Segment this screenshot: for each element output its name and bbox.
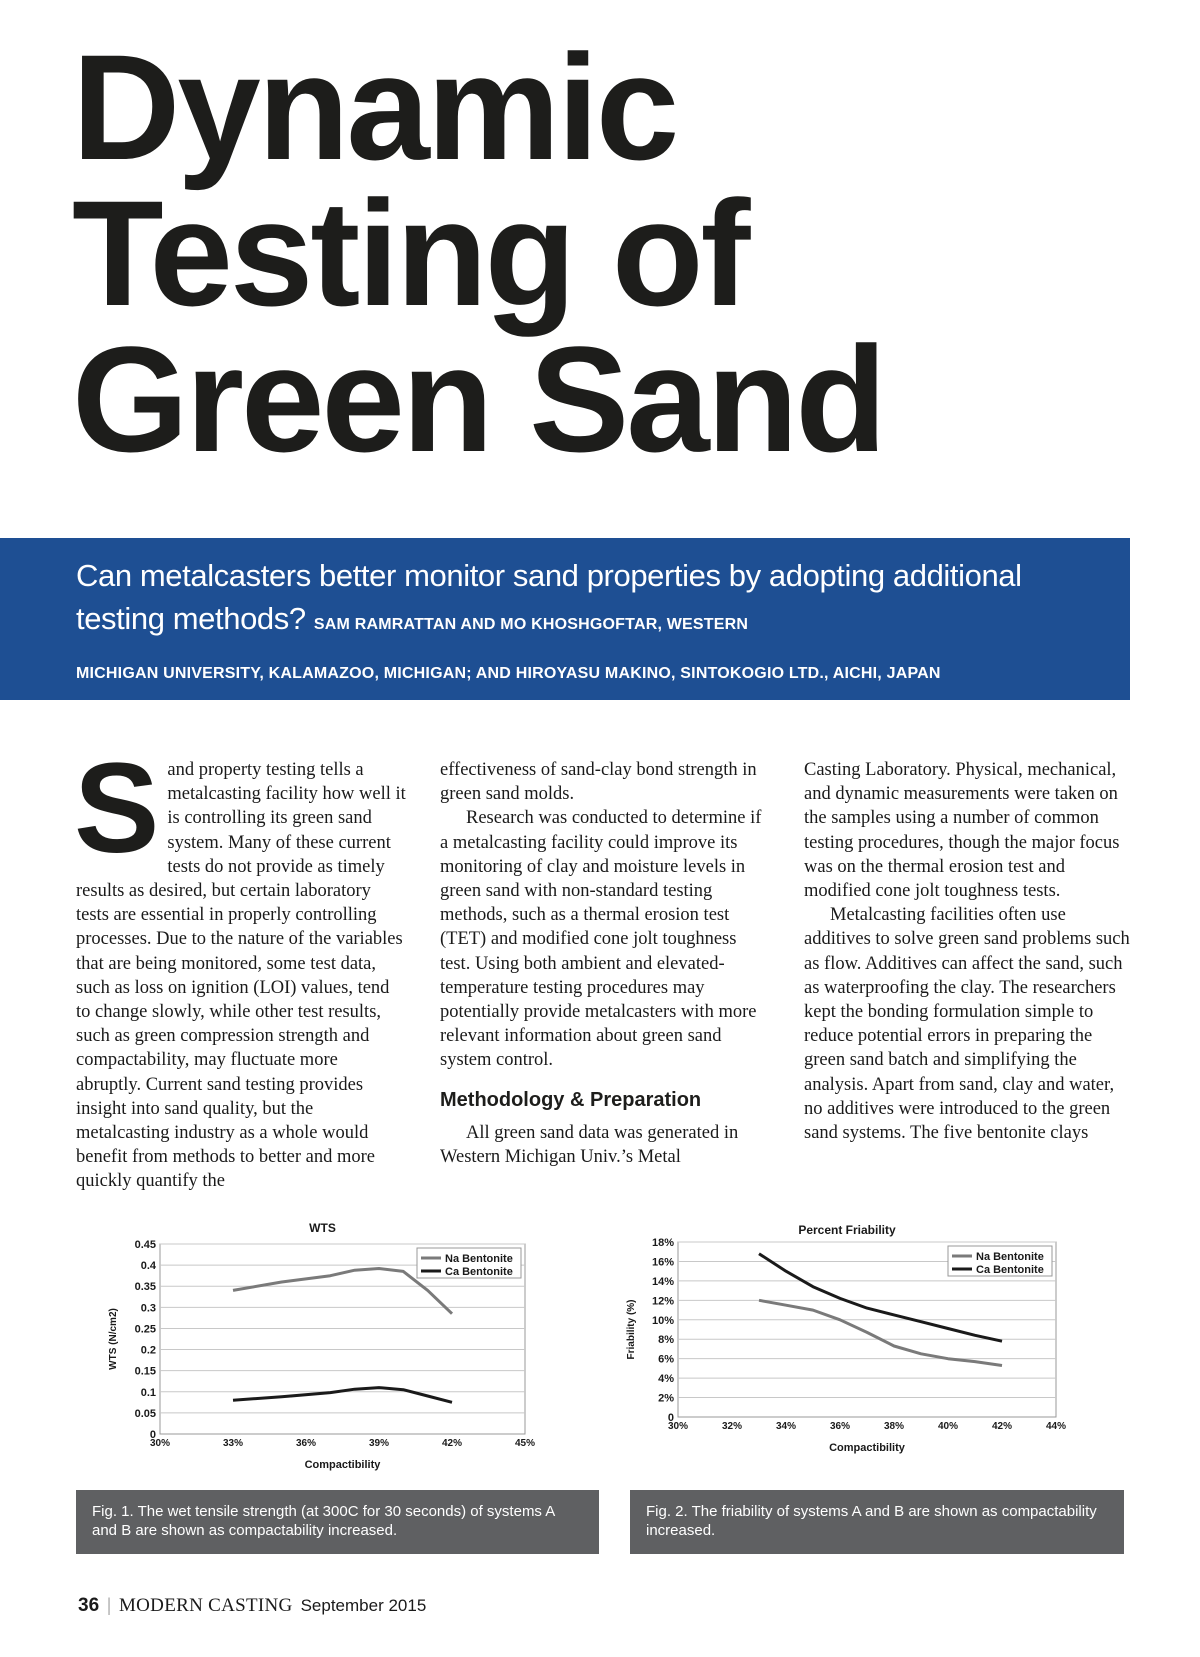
x-axis-label: Compactibility bbox=[304, 1459, 381, 1471]
x-tick-label: 42% bbox=[991, 1421, 1013, 1432]
x-tick-label: 32% bbox=[721, 1421, 743, 1432]
y-tick-label: 16% bbox=[651, 1256, 674, 1269]
body-paragraph: Research was conducted to determine if a metalcasting facility could improve its monitoring of clay and moisture levels in green sand with non-standard testing methods, such as a thermal erosion test (TET) and modified cone jolt toughness test. Using both ambient and elevated-temperature testing procedures may potentially provide metalcasters with more relevant information about green sand system control. bbox=[440, 808, 762, 1071]
y-tick-label: 0.3 bbox=[140, 1302, 156, 1315]
body-paragraph: Casting Laboratory. Physical, mechanical, and dynamic measurements were taken on the samples using a number of common testing procedures, though the major focus was on the thermal erosion test and modified cone jolt toughness tests. bbox=[804, 760, 1120, 902]
y-tick-label: 8% bbox=[658, 1334, 674, 1347]
section-heading: Methodology & Preparation bbox=[440, 1088, 702, 1111]
issue-date: September 2015 bbox=[300, 1596, 427, 1615]
x-tick-label: 38% bbox=[883, 1421, 905, 1432]
x-tick-label: 36% bbox=[829, 1421, 851, 1432]
legend-label: Ca Bentonite bbox=[445, 1266, 513, 1278]
y-tick-label: 0.1 bbox=[140, 1386, 156, 1399]
footer-separator: | bbox=[107, 1595, 111, 1616]
x-tick-label: 39% bbox=[368, 1438, 390, 1449]
y-tick-label: 12% bbox=[651, 1295, 674, 1308]
drop-cap: S bbox=[74, 737, 160, 880]
figure-caption-1: Fig. 1. The wet tensile strength (at 300C for 30 seconds) of systems A and B are shown as compactability increased. bbox=[76, 1490, 599, 1554]
x-tick-label: 44% bbox=[1045, 1421, 1067, 1432]
friability-chart bbox=[626, 1223, 1112, 1486]
x-tick-label: 33% bbox=[222, 1438, 244, 1449]
y-tick-label: 0 bbox=[149, 1429, 156, 1441]
title-line: Dynamic bbox=[72, 23, 677, 191]
x-tick-label: 45% bbox=[514, 1438, 536, 1449]
y-tick-label: 0 bbox=[667, 1412, 674, 1424]
y-tick-label: 10% bbox=[651, 1314, 674, 1327]
body-paragraph: and property testing tells a metalcasting facility how well it is controlling its green sand system. Many of these current tests do not provide as timely results as desired, but certain laboratory tests are essential in properly controlling processes. Due to the nature of the variables that are being monitored, some test data, such as loss on ignition (LOI) values, tend to change slowly, while other test results, such as green compression strength and compactability, may fluctuate more abruptly. Current sand testing provides insight into sand quality, but the metalcasting industry as a whole would benefit from methods to better and more quickly quantify the bbox=[76, 760, 406, 1192]
legend-label: Ca Bentonite bbox=[976, 1264, 1044, 1276]
legend-label: Na Bentonite bbox=[976, 1251, 1044, 1263]
author-line: SAM RAMRATTAN AND MO KHOSHGOFTAR, WESTERN bbox=[313, 616, 749, 633]
y-axis-label: WTS (N/cm2) bbox=[108, 1308, 119, 1370]
y-tick-label: 0.4 bbox=[140, 1260, 156, 1273]
dek-band bbox=[0, 538, 1130, 700]
wts-chart bbox=[100, 1222, 580, 1484]
y-tick-label: 0.35 bbox=[134, 1281, 156, 1294]
body-column-2 bbox=[440, 758, 770, 1169]
x-tick-label: 42% bbox=[441, 1438, 463, 1449]
body-column-3 bbox=[804, 758, 1134, 1145]
y-tick-label: 14% bbox=[651, 1275, 674, 1288]
wts-chart-svg bbox=[100, 1222, 580, 1484]
y-tick-label: 4% bbox=[658, 1373, 674, 1386]
legend-label: Na Bentonite bbox=[445, 1253, 513, 1265]
body-paragraph: effectiveness of sand-clay bond strength in green sand molds. bbox=[440, 760, 757, 805]
x-tick-label: 40% bbox=[937, 1421, 959, 1432]
title-line: Testing of bbox=[72, 169, 748, 337]
chart-title: Percent Friability bbox=[798, 1223, 896, 1237]
figure-caption-2: Fig. 2. The friability of systems A and B are shown as compactability increased. bbox=[630, 1490, 1124, 1554]
y-tick-label: 2% bbox=[658, 1392, 674, 1405]
x-axis-label: Compactibility bbox=[829, 1442, 905, 1454]
author-affiliation: MICHIGAN UNIVERSITY, KALAMAZOO, MICHIGAN; AND HIROYASU MAKINO, SINTOKOGIO LTD., AICHI, JAPAN bbox=[76, 665, 941, 682]
x-tick-label: 34% bbox=[775, 1421, 797, 1432]
page-footer bbox=[78, 1595, 426, 1617]
title-line: Green Sand bbox=[72, 315, 884, 483]
y-tick-label: 18% bbox=[651, 1237, 674, 1249]
dek bbox=[76, 554, 1096, 695]
y-tick-label: 0.05 bbox=[134, 1407, 156, 1420]
y-tick-label: 0.45 bbox=[134, 1239, 156, 1251]
magazine-name: MODERN CASTING bbox=[118, 1595, 293, 1616]
article-title bbox=[72, 23, 1092, 483]
y-tick-label: 0.15 bbox=[134, 1365, 156, 1378]
dek-question: Can metalcasters better monitor sand properties by adopting additional testing methods? bbox=[76, 558, 1022, 636]
y-tick-label: 6% bbox=[658, 1353, 674, 1366]
body-column-1 bbox=[74, 737, 406, 1194]
body-paragraph: All green sand data was generated in Western Michigan Univ.’s Metal bbox=[440, 1122, 739, 1167]
x-tick-label: 36% bbox=[295, 1438, 317, 1449]
chart-title: WTS bbox=[309, 1221, 336, 1235]
y-tick-label: 0.25 bbox=[134, 1323, 156, 1336]
y-axis-label: Friability (%) bbox=[626, 1299, 637, 1360]
friability-chart-svg bbox=[626, 1223, 1112, 1486]
body-paragraph: Metalcasting facilities often use additives to solve green sand problems such as flow. Additives can affect the sand, such as waterproofing the clay. The researchers kept the bonding formulation simple to reduce potential errors in preparing the green sand batch and simplifying the analysis. Apart from sand, clay and water, no additives were introduced to the green sand systems. The five bentonite clays bbox=[804, 905, 1130, 1144]
x-tick-label: 30% bbox=[149, 1438, 171, 1449]
y-tick-label: 0.2 bbox=[140, 1344, 156, 1357]
x-tick-label: 30% bbox=[667, 1421, 689, 1432]
page-number: 36 bbox=[78, 1595, 100, 1616]
